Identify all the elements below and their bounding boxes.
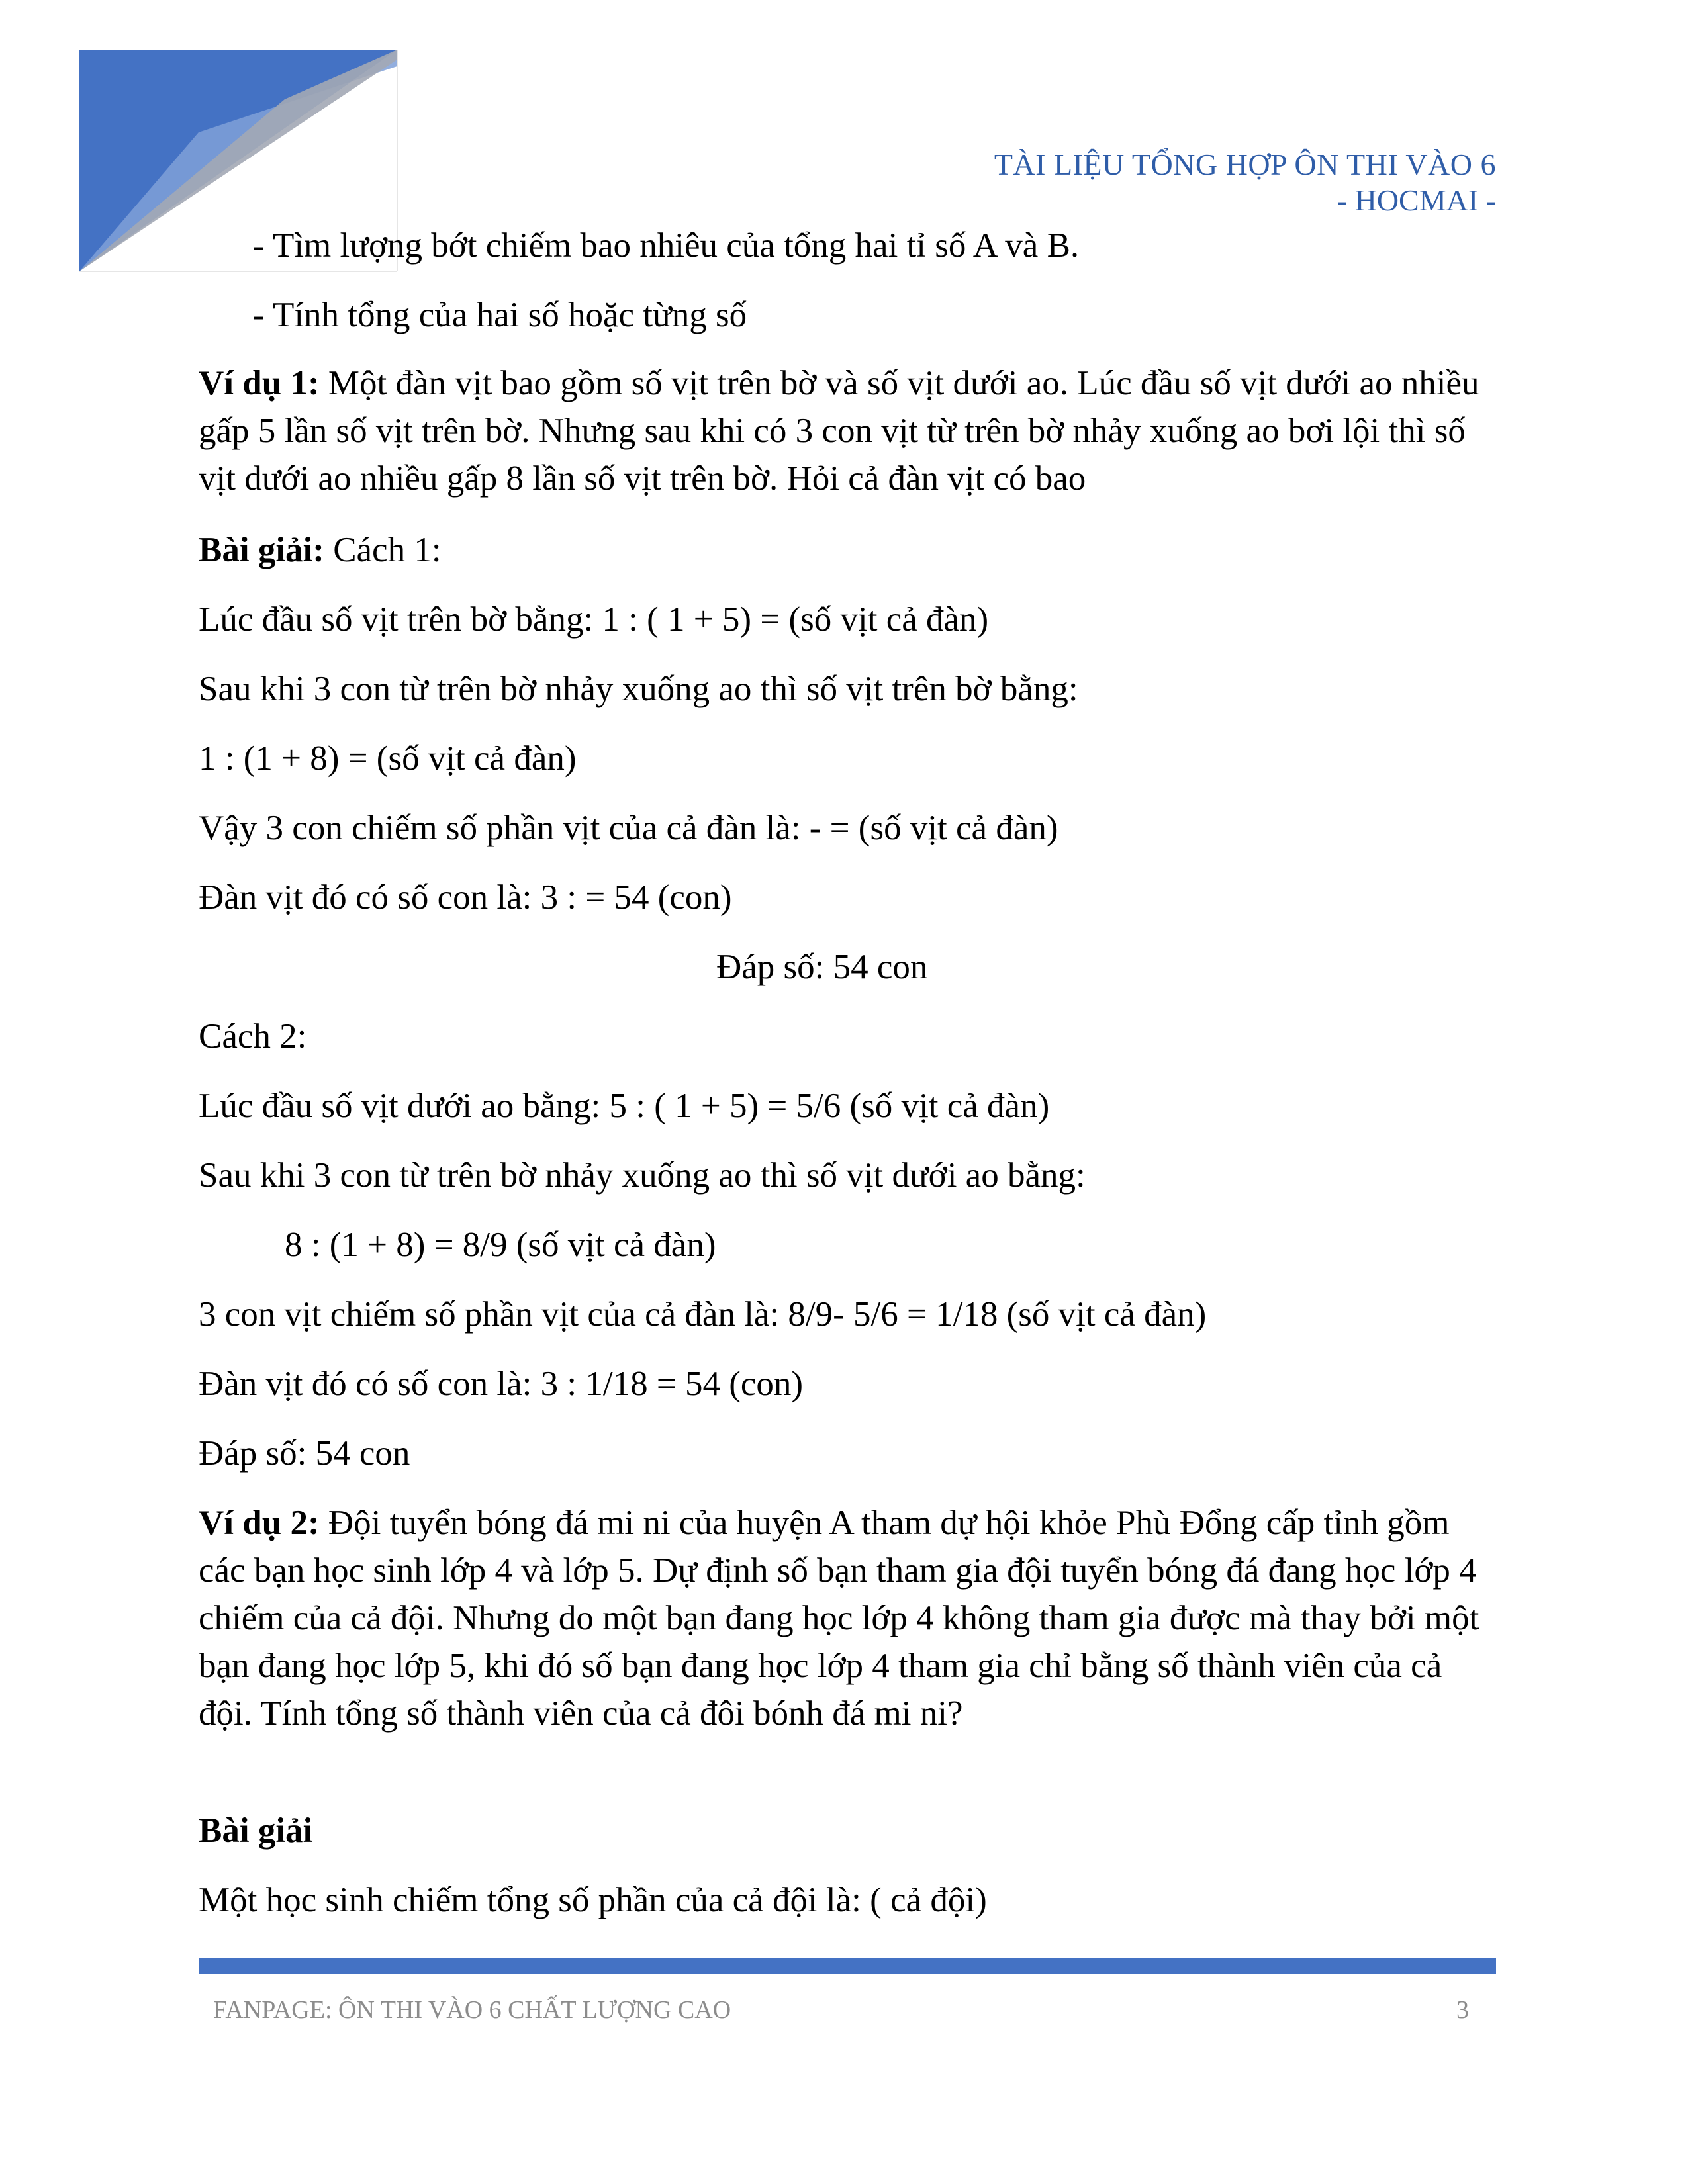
footer-fanpage: FANPAGE: ÔN THI VÀO 6 CHẤT LƯỢNG CAO	[213, 1996, 731, 2024]
solution-line: Vậy 3 con chiếm số phần vịt của cả đàn là: - = (số vịt cả đàn)	[199, 809, 1058, 847]
solution-label: Bài giải	[199, 1811, 313, 1850]
example-1-text: Một đàn vịt bao gồm số vịt trên bờ và số vịt dưới ao. Lúc đầu số vịt dưới ao nhiều gấp 5 lần số vịt trên bờ. Nhưng sau khi có 3 con vịt từ trên bờ nhảy xuống ao bơi lội thì số vịt dưới ao nhiều gấp 8 lần số vịt trên bờ. Hỏi cả đàn vịt có bao	[199, 364, 1479, 498]
example-1-label: Ví dụ 1:	[199, 364, 320, 402]
header-title: TÀI LIỆU TỔNG HỢP ÔN THI VÀO 6	[994, 148, 1496, 181]
header-subtitle: - HOCMAI -	[1336, 183, 1496, 217]
solution-line: Một học sinh chiếm tổng số phần của cả đội là: ( cả đội)	[199, 1881, 987, 1919]
solution-line: 1 : (1 + 8) = (số vịt cả đàn)	[199, 739, 577, 778]
solution-line: 3 con vịt chiếm số phần vịt của cả đàn là: 8/9- 5/6 = 1/18 (số vịt cả đàn)	[199, 1295, 1207, 1334]
page-number: 3	[1456, 1996, 1469, 2024]
solution-2-heading	[199, 1807, 312, 1854]
answer-line: Đáp số: 54 con	[716, 948, 928, 986]
solution-line: Đàn vịt đó có số con là: 3 : = 54 (con)	[199, 878, 732, 917]
answer-line: Đáp số: 54 con	[199, 1434, 410, 1473]
solution-line: Lúc đầu số vịt trên bờ bằng: 1 : ( 1 + 5) = (số vịt cả đàn)	[199, 600, 989, 639]
bullet-line: - Tính tổng của hai số hoặc từng số	[253, 296, 747, 334]
solution-line: Sau khi 3 con từ trên bờ nhảy xuống ao thì số vịt dưới ao bằng:	[199, 1156, 1086, 1195]
solution-label: Bài giải:	[199, 531, 324, 569]
method-2-label: Cách 2:	[199, 1017, 307, 1056]
solution-line: Sau khi 3 con từ trên bờ nhảy xuống ao thì số vịt trên bờ bằng:	[199, 670, 1078, 708]
example-2-label: Ví dụ 2:	[199, 1504, 320, 1542]
solution-line: 8 : (1 + 8) = 8/9 (số vịt cả đàn)	[285, 1226, 716, 1264]
solution-1-heading	[199, 526, 442, 574]
example-2-text: Đội tuyển bóng đá mi ni của huyện A tham dự hội khỏe Phù Đổng cấp tỉnh gồm các bạn học sinh lớp 4 và lớp 5. Dự định số bạn tham gia đội tuyển bóng đá đang học lớp 4 chiếm của cả đội. Nhưng do một bạn đang học lớp 4 không tham gia được mà thay bởi một bạn đang học lớp 5, khi đó số bạn đang học lớp 4 tham gia chỉ bằng số thành viên của cả đội. Tính tổng số thành viên của cả đôi bónh đá mi ni?	[199, 1504, 1479, 1733]
bullet-line: - Tìm lượng bớt chiếm bao nhiêu của tổng hai tỉ số A và B.	[253, 226, 1080, 265]
footer-divider	[199, 1958, 1496, 1974]
solution-line: Đàn vịt đó có số con là: 3 : 1/18 = 54 (con)	[199, 1365, 804, 1403]
example-2	[199, 1499, 1496, 1737]
solution-line: Lúc đầu số vịt dưới ao bằng: 5 : ( 1 + 5) = 5/6 (số vịt cả đàn)	[199, 1087, 1050, 1125]
example-1	[199, 359, 1496, 502]
solution-method: Cách 1:	[324, 531, 442, 569]
